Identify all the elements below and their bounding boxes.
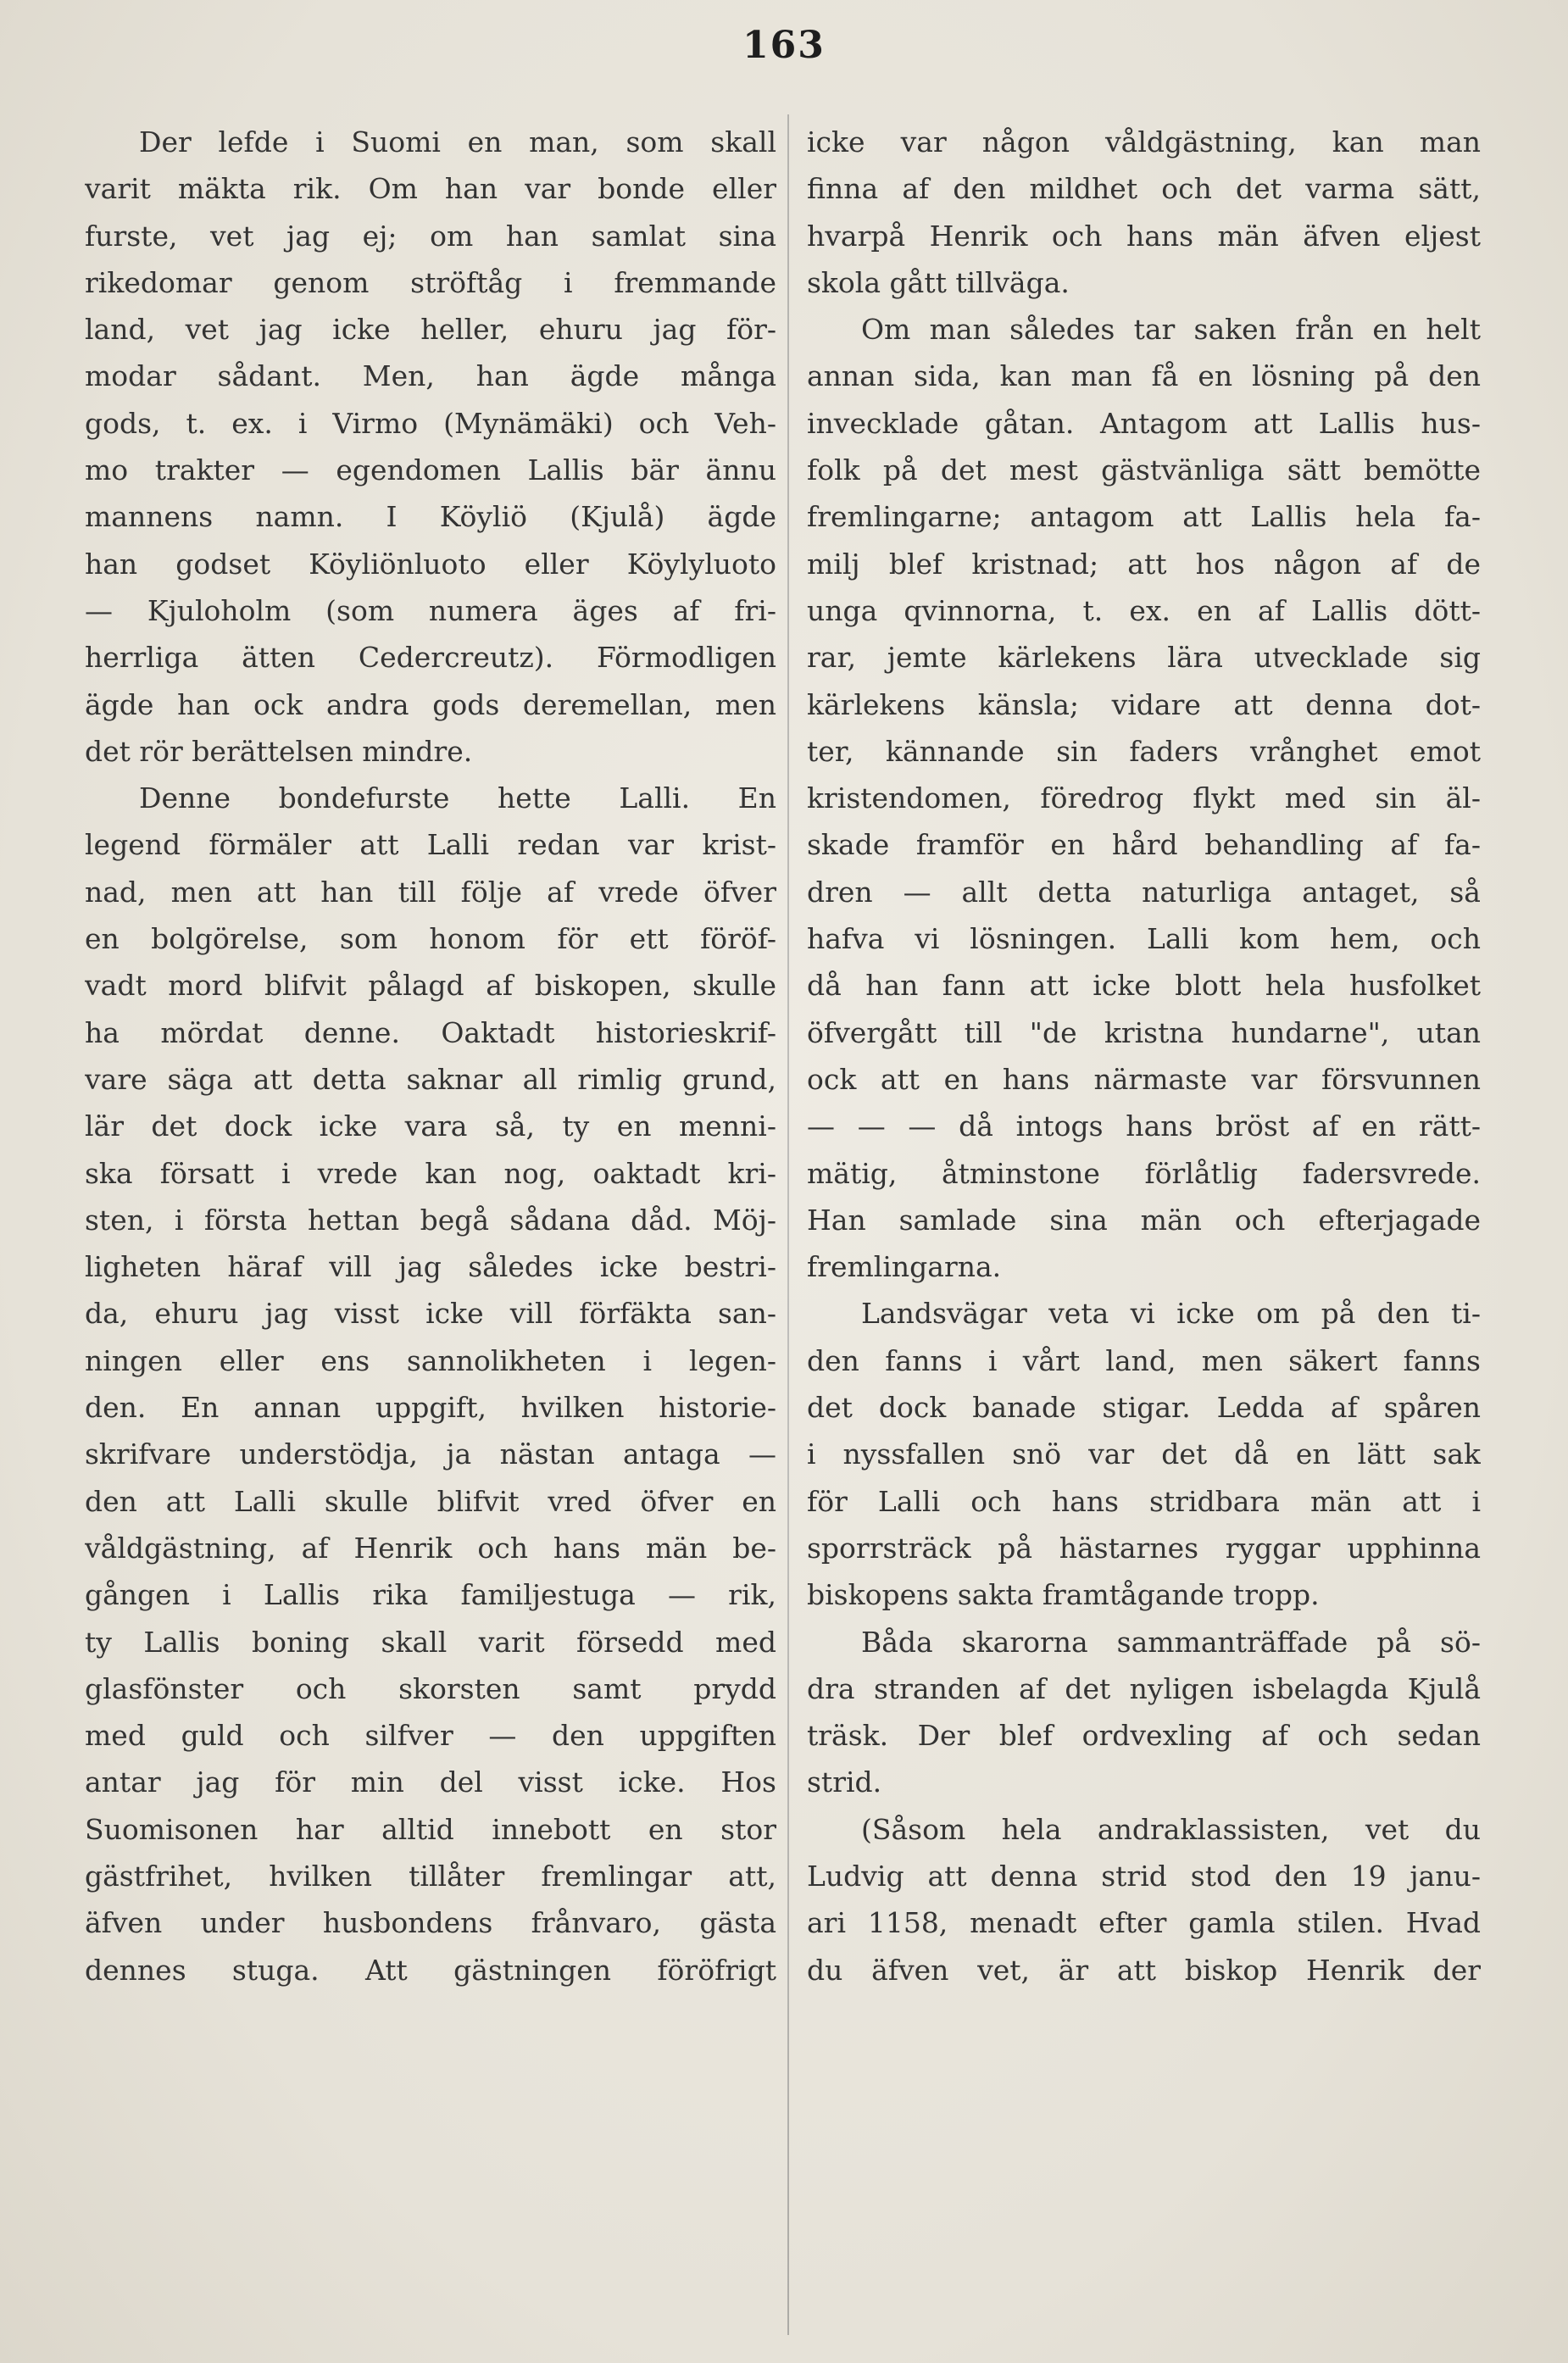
text-line: dren — allt detta naturliga antaget, så <box>807 875 1481 909</box>
text-line: ligheten häraf vill jag således icke bestri- <box>85 1250 776 1284</box>
text-line: fremlingarne; antagom att Lallis hela fa- <box>807 500 1481 534</box>
text-line: finna af den mildhet och det varma sätt, <box>807 172 1481 206</box>
text-line: ha mördat denne. Oaktadt historieskrif- <box>85 1015 776 1049</box>
text-line: Der lefde i Suomi en man, som skall <box>139 125 776 158</box>
text-line: rar, jemte kärlekens lära utvecklade sig <box>807 641 1481 675</box>
text-line: hafva vi lösningen. Lalli kom hem, och <box>807 922 1481 956</box>
text-line: skrifvare understödja, ja nästan antaga — <box>85 1437 776 1471</box>
text-line: Han samlade sina män och efterjagade <box>807 1203 1481 1237</box>
text-line: glasfönster och skorsten samt prydd <box>85 1671 776 1705</box>
text-line: Om man således tar saken från en helt <box>861 313 1481 347</box>
text-line: kärlekens känsla; vidare att denna dot- <box>807 687 1481 721</box>
text-line: med guld och silfver — den uppgiften <box>85 1719 776 1753</box>
text-line: annan sida, kan man få en lösning på den <box>807 359 1481 393</box>
text-line: varit mäkta rik. Om han var bonde eller <box>85 172 776 206</box>
text-line: vare säga att detta saknar all rimlig grund, <box>85 1062 776 1096</box>
text-line: nad, men att han till följe af vrede öfver <box>85 875 776 909</box>
text-line: modar sådant. Men, han ägde många <box>85 359 776 393</box>
text-line: (Såsom hela andraklassisten, vet du <box>861 1812 1481 1846</box>
text-line: rikedomar genom ströftåg i fremmande <box>85 265 776 299</box>
text-line: mannens namn. I Köyliö (Kjulå) ägde <box>85 500 776 534</box>
text-line: den fanns i vårt land, men säkert fanns <box>807 1343 1481 1377</box>
text-line: milj blef kristnad; att hos någon af de <box>807 547 1481 581</box>
text-line: han godset Köyliönluoto eller Köylyluoto <box>85 547 776 581</box>
text-line: i nyssfallen snö var det då en lätt sak <box>807 1437 1481 1471</box>
text-line: icke var någon våldgästning, kan man <box>807 125 1481 158</box>
text-line: fremlingarna. <box>807 1250 1002 1284</box>
text-line: ock att en hans närmaste var försvunnen <box>807 1062 1481 1096</box>
text-line: ningen eller ens sannolikheten i legen- <box>85 1343 776 1377</box>
text-line: antar jag för min del visst icke. Hos <box>85 1765 776 1799</box>
text-line: sporrsträck på hästarnes ryggar upphinna <box>807 1531 1481 1565</box>
text-line: öfvergått till "de kristna hundarne", utan <box>807 1015 1481 1049</box>
text-line: ty Lallis boning skall varit försedd med <box>85 1625 776 1659</box>
text-line: gästfrihet, hvilken tillåter fremlingar att, <box>85 1859 776 1893</box>
text-line: Landsvägar veta vi icke om på den ti- <box>861 1297 1481 1331</box>
text-line: dra stranden af det nyligen isbelagda Kjulå <box>807 1671 1481 1705</box>
text-line: legend förmäler att Lalli redan var krist- <box>85 828 776 862</box>
text-line: ägde han ock andra gods deremellan, men <box>85 687 776 721</box>
text-line: ska försatt i vrede kan nog, oaktadt kri- <box>85 1156 776 1190</box>
text-line: land, vet jag icke heller, ehuru jag för- <box>85 313 776 347</box>
text-line: herrliga ätten Cedercreutz). Förmodligen <box>85 641 776 675</box>
page-number: 163 <box>742 24 826 67</box>
text-line: Denne bondefurste hette Lalli. En <box>139 781 776 815</box>
right-column <box>807 119 1481 1993</box>
left-column <box>85 119 776 1993</box>
text-line: inveckladе gåtan. Antagom att Lallis hus- <box>807 406 1481 440</box>
text-line: dennes stuga. Att gästningen föröfrigt <box>85 1953 776 1987</box>
text-line: Suomisonen har alltid innebott en stor <box>85 1812 776 1846</box>
text-line: den att Lalli skulle blifvit vred öfver en <box>85 1484 776 1518</box>
column-divider <box>787 114 789 2335</box>
text-line: Ludvig att denna strid stod den 19 janu- <box>807 1859 1481 1893</box>
text-line: da, ehuru jag visst icke vill förfäkta san- <box>85 1297 776 1331</box>
text-line: gods, t. ex. i Virmo (Mynämäki) och Veh- <box>85 406 776 440</box>
text-line: då han fann att icke blott hela husfolket <box>807 969 1481 1003</box>
text-line: — — — då intogs hans bröst af en rätt- <box>807 1109 1481 1143</box>
text-line: gången i Lallis rika familjestuga — rik, <box>85 1578 776 1612</box>
text-line: träsk. Der blef ordvexling af och sedan <box>807 1719 1481 1753</box>
text-line: biskopens sakta framtågande tropp. <box>807 1578 1320 1612</box>
text-line: furste, vet jag ej; om han samlat sina <box>85 219 776 253</box>
text-line: hvarpå Henrik och hans män äfven eljest <box>807 219 1481 253</box>
text-line: unga qvinnorna, t. ex. en af Lallis dött- <box>807 593 1481 627</box>
text-line: folk på det mest gästvänliga sätt bemötte <box>807 453 1481 487</box>
text-line: Båda skarorna sammanträffade på sö- <box>861 1625 1481 1659</box>
text-line: ter, kännande sin faders vrånghet emot <box>807 734 1481 768</box>
text-line: det dock banade stigar. Ledda af spåren <box>807 1391 1481 1425</box>
text-line: den. En annan uppgift, hvilken historie- <box>85 1391 776 1425</box>
text-line: mätig, åtminstone förlåtlig fadersvrede. <box>807 1156 1481 1190</box>
text-line: ari 1158, menadt efter gamla stilen. Hvad <box>807 1906 1481 1940</box>
text-line: mo trakter — egendomen Lallis bär ännu <box>85 453 776 487</box>
text-line: skola gått tillväga. <box>807 265 1070 299</box>
text-line: skade framför en hård behandling af fa- <box>807 828 1481 862</box>
text-line: kristendomen, föredrog flykt med sin äl- <box>807 781 1481 815</box>
text-line: det rör berättelsen mindre. <box>85 734 473 768</box>
text-line: vadt mord blifvit pålagd af biskopen, skulle <box>85 969 776 1003</box>
text-line: våldgästning, af Henrik och hans män be- <box>85 1531 776 1565</box>
text-line: strid. <box>807 1765 882 1799</box>
text-line: du äfven vet, är att biskop Henrik der <box>807 1953 1481 1987</box>
text-line: — Kjuloholm (som numera äges af fri- <box>85 593 776 627</box>
text-line: en bolgörelse, som honom för ett föröf- <box>85 922 776 956</box>
text-line: äfven under husbondens frånvaro, gästa <box>85 1906 776 1940</box>
text-line: lär det dock icke vara så, ty en menni- <box>85 1109 776 1143</box>
text-line: för Lalli och hans stridbara män att i <box>807 1484 1481 1518</box>
text-line: sten, i första hettan begå sådana dåd. Möj- <box>85 1203 776 1237</box>
